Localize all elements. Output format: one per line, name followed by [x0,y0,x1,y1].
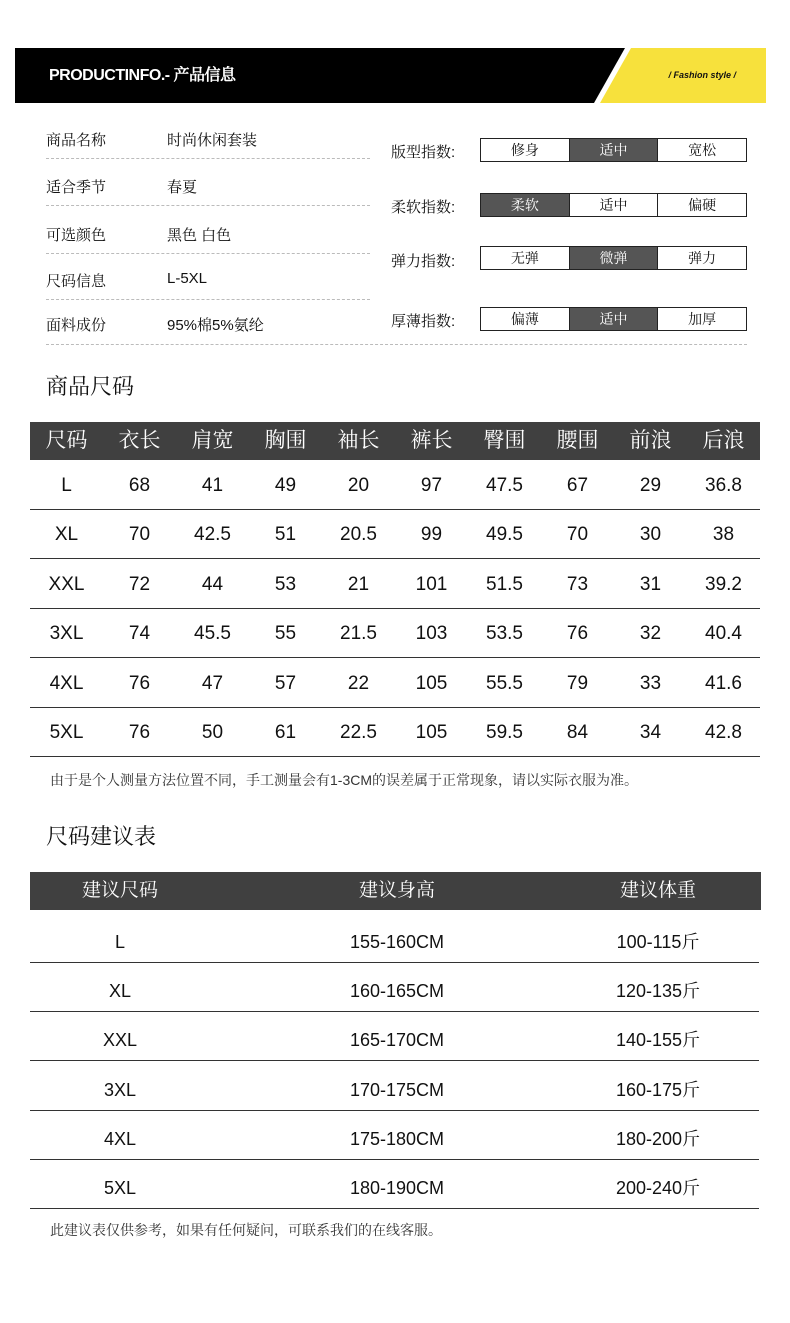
thickness-scale [480,307,747,331]
scale-label: 弹力指数: [391,253,456,270]
table-cell: 57 [274,672,297,694]
scale-option: 适中 [569,194,658,216]
info-label: 尺码信息 [46,273,107,290]
table-cell: 49 [274,475,297,496]
info-value: L-5XL [167,270,208,287]
table-cell: 47 [201,672,224,694]
scale-option: 无弹 [510,250,539,266]
section-divider [46,344,747,345]
table-cell: 33 [639,672,662,694]
table-cell: 3XL [103,1079,137,1100]
scale-option: 加厚 [657,308,746,330]
info-row [46,162,370,206]
info-row [46,300,370,344]
table-cell: 36.8 [705,475,742,496]
info-value: 黑色 白色 [167,227,232,244]
table-cell: 180-190CM [349,1178,445,1198]
column-header: 肩宽 [191,429,234,452]
column-header: 衣长 [118,429,161,452]
scale-option: 适中 [569,308,658,330]
table-cell: 97 [420,475,443,496]
table-row [30,461,760,510]
info-row [46,210,370,254]
table-row [30,560,760,609]
table-cell: 61 [274,722,297,743]
info-label: 商品名称 [46,132,107,149]
info-value: 春夏 [167,179,198,196]
scale-option: 柔软 [481,194,569,216]
table-cell: 47.5 [486,475,523,496]
size-table-header [30,422,760,460]
table-cell: 53.5 [486,623,523,645]
scale-option: 适中 [569,139,658,161]
recommend-title: 尺码建议表 [46,824,157,849]
column-header: 后浪 [702,429,745,452]
table-cell: XL [108,981,132,1002]
table-row [30,708,760,757]
scale-option: 修身 [510,142,539,158]
column-header: 建议身高 [358,880,435,901]
table-cell: 73 [566,573,589,595]
table-cell: 22 [347,672,370,694]
table-cell: 101 [415,573,448,595]
table-cell: 38 [712,524,735,546]
table-cell: 45.5 [194,623,231,645]
recommend-table-header [30,872,761,910]
table-cell: 70 [566,524,589,546]
table-cell: 21 [347,573,370,595]
table-cell: 175-180CM [349,1128,445,1149]
table-cell: 76 [566,623,589,645]
table-cell: 103 [415,623,448,645]
table-cell: 31 [639,573,662,595]
measurement-note: 由于是个人测量方法位置不同，手工测量会有1-3CM的误差属于正常现象，请以实际衣服为准。 [50,772,639,788]
fit-scale [480,138,747,162]
table-cell: 22.5 [340,722,377,743]
scale-option: 微弹 [569,247,658,269]
table-cell: 49.5 [486,524,523,546]
info-row [46,115,370,159]
table-cell: 180-200斤 [615,1128,701,1149]
scale-label: 版型指数: [391,144,456,161]
scale-option: 宽松 [657,139,746,161]
table-cell: 30 [639,524,662,546]
table-cell: 200-240斤 [615,1178,701,1198]
table-cell: 160-175斤 [615,1079,701,1100]
table-cell: 53 [274,573,297,595]
size-chart-title: 商品尺码 [46,374,135,399]
table-row [30,510,760,559]
info-label: 适合季节 [46,179,107,196]
softness-scale [480,193,747,217]
table-cell: 34 [639,722,662,743]
scale-label: 厚薄指数: [391,313,456,330]
banner-title: PRODUCTINFO.- 产品信息 [49,67,236,84]
info-value: 时尚休闲套装 [167,132,258,149]
table-cell: 72 [128,573,151,595]
table-row [30,1012,759,1061]
column-header: 前浪 [629,429,672,452]
table-cell: 165-170CM [349,1030,445,1051]
banner-tag: / Fashion style / [668,70,736,80]
table-cell: 41 [201,475,224,496]
table-cell: 105 [415,722,448,743]
table-row [30,609,760,658]
table-cell: L [61,475,72,496]
table-cell: 5XL [103,1178,137,1198]
scale-option: 偏硬 [657,194,746,216]
table-cell: 140-155斤 [615,1030,701,1051]
table-cell: L [114,932,125,952]
table-cell: 32 [639,623,662,645]
table-cell: 51.5 [486,573,523,595]
info-label: 面料成份 [46,317,107,334]
table-row [30,1160,759,1209]
scale-option: 偏薄 [510,311,539,327]
elasticity-scale [480,246,747,270]
table-cell: XL [54,524,79,546]
table-row [30,659,760,708]
table-row [30,914,759,963]
table-cell: 39.2 [705,573,742,595]
table-cell: 105 [415,672,448,694]
table-cell: 99 [420,524,443,546]
table-cell: 155-160CM [349,932,445,952]
table-cell: 76 [128,672,151,694]
table-cell: 55.5 [486,672,523,694]
table-cell: 42.8 [705,722,742,743]
table-cell: 67 [566,475,589,496]
table-cell: 79 [566,672,589,694]
table-cell: 68 [128,475,151,496]
header-banner [15,48,766,103]
column-header: 臀围 [483,429,526,452]
scale-option: 弹力 [657,247,746,269]
table-row [30,1062,759,1111]
column-header: 袖长 [337,429,380,452]
table-cell: 3XL [49,623,84,645]
info-row [46,256,370,300]
table-cell: 120-135斤 [615,981,701,1002]
table-cell: 84 [566,722,589,743]
table-cell: 4XL [49,672,84,694]
table-row [30,1111,759,1160]
table-cell: 41.6 [705,672,742,694]
table-cell: 51 [274,524,297,546]
table-cell: 20 [347,475,370,496]
table-cell: XXL [102,1030,138,1051]
column-header: 裤长 [410,429,453,452]
table-cell: 160-165CM [349,981,445,1002]
column-header: 建议体重 [619,880,696,901]
table-cell: 76 [128,722,151,743]
table-cell: 44 [201,573,224,595]
table-cell: 74 [128,623,151,645]
table-row [30,963,759,1012]
table-cell: 5XL [49,722,84,743]
column-header: 建议尺码 [81,880,158,901]
column-header: 腰围 [556,429,599,452]
table-cell: 70 [128,524,151,546]
table-cell: 20.5 [340,524,377,546]
table-cell: 170-175CM [349,1079,445,1100]
table-cell: 59.5 [486,722,523,743]
table-cell: 29 [639,475,662,496]
table-cell: 42.5 [194,524,231,546]
scale-label: 柔软指数: [391,199,456,216]
table-cell: 50 [201,722,224,743]
info-label: 可选颜色 [46,227,107,244]
table-cell: 4XL [103,1128,137,1149]
table-cell: 55 [274,623,297,645]
info-value: 95%棉5%氨纶 [167,317,264,334]
table-cell: 40.4 [705,623,742,645]
table-cell: 21.5 [340,623,377,645]
column-header: 尺码 [45,429,88,452]
table-cell: 100-115斤 [616,932,700,952]
column-header: 胸围 [264,429,307,452]
recommend-note: 此建议表仅供参考，如果有任何疑问，可联系我们的在线客服。 [50,1222,442,1238]
table-cell: XXL [48,573,85,595]
